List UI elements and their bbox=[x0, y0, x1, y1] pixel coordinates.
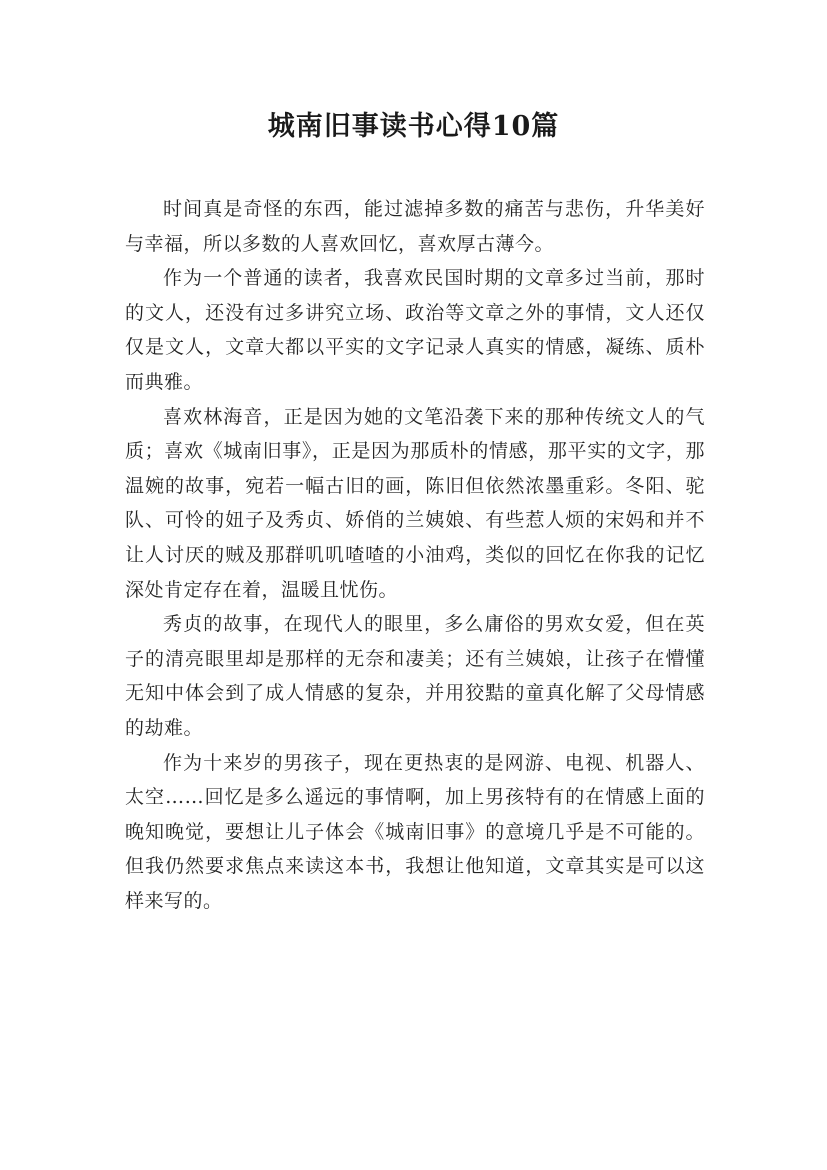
document-body bbox=[125, 192, 705, 918]
paragraph: 作为一个普通的读者，我喜欢民国时期的文章多过当前，那时的文人，还没有过多讲究立场、政治等文章之外的事情，文人还仅仅是文人，文章大都以平实的文字记录人真实的情感，凝练、质朴而典雅。 bbox=[125, 267, 705, 393]
paragraph: 喜欢林海音，正是因为她的文笔沿袭下来的那种传统文人的气质；喜欢《城南旧事》，正是因为那质朴的情感，那平实的文字，那温婉的故事，宛若一幅古旧的画，陈旧但依然浓墨重彩。冬阳、驼队、可怜的妞子及秀贞、娇俏的兰姨娘、有些惹人烦的宋妈和并不让人讨厌的贼及那群叽叽喳喳的小油鸡，类似的回忆在你我的记忆深处肯定存在着，温暖且忧伤。 bbox=[125, 405, 705, 601]
paragraph: 秀贞的故事，在现代人的眼里，多么庸俗的男欢女爱，但在英子的清亮眼里却是那样的无奈和凄美；还有兰姨娘，让孩子在懵懂无知中体会到了成人情感的复杂，并用狡黠的童真化解了父母情感的劫难。 bbox=[125, 613, 705, 739]
paragraph: 作为十来岁的男孩子，现在更热衷的是网游、电视、机器人、太空……回忆是多么遥远的事情啊，加上男孩特有的在情感上面的晚知晚觉，要想让儿子体会《城南旧事》的意境几乎是不可能的。但我仍然要求焦点来读这本书，我想让他知道，文章其实是可以这样来写的。 bbox=[125, 751, 705, 912]
paragraph: 时间真是奇怪的东西，能过滤掉多数的痛苦与悲伤，升华美好与幸福，所以多数的人喜欢回忆，喜欢厚古薄今。 bbox=[125, 198, 705, 255]
document-title: 城南旧事读书心得10篇 bbox=[267, 111, 560, 142]
